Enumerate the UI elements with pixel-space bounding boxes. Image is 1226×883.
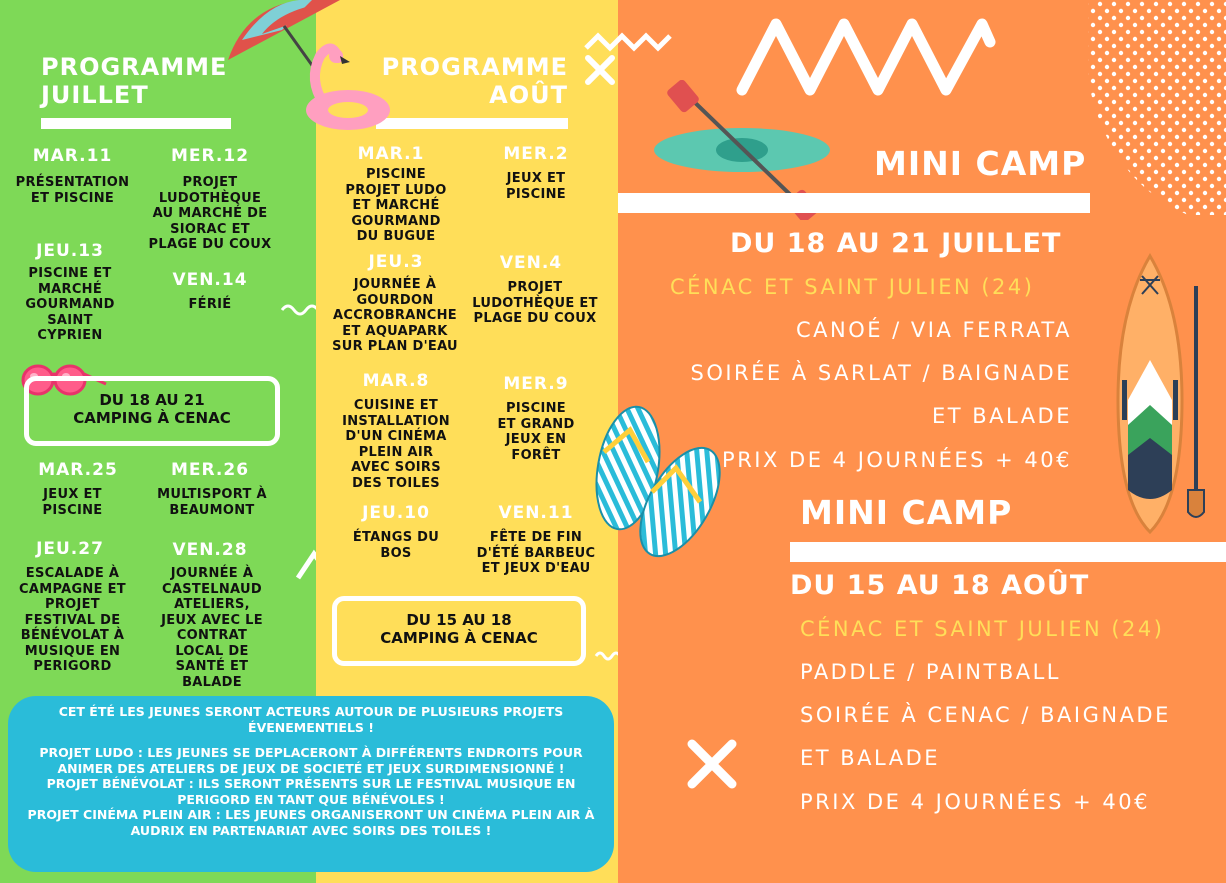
august-camping-dates: DU 15 AU 18 — [406, 611, 512, 629]
august-day-label: VEN.11 — [498, 503, 574, 523]
july-day-desc: PRÉSENTATION ET PISCINE — [15, 175, 130, 206]
july-day-desc: PROJET LUDOTHÈQUE AU MARCHÉ DE SIORAC ET PLAGE DU COUX — [148, 175, 272, 252]
august-day-label: MER.9 — [503, 374, 569, 394]
projects-info-box — [8, 696, 614, 872]
july-day-label: MAR.11 — [32, 146, 113, 166]
mini-camp-dates: DU 18 AU 21 JUILLET — [730, 228, 1062, 259]
mini-camp-activity: ET BALADE — [800, 746, 941, 770]
squiggle-icon — [594, 648, 620, 662]
august-day-desc: PROJET LUDOTHÈQUE ET PLAGE DU COUX — [472, 280, 598, 326]
august-day-desc: PISCINE PROJET LUDO ET MARCHÉ GOURMAND DU BUGUE — [345, 167, 447, 244]
flamingo-float-icon — [298, 40, 394, 136]
mini-camp-divider — [618, 193, 1090, 213]
august-title-underline — [376, 118, 568, 129]
info-project: PROJET BÉNÉVOLAT : ILS SERONT PRÉSENTS SUR LE FESTIVAL MUSIQUE EN PERIGORD EN TANT QUE BÉNÉVOLES ! — [46, 776, 576, 807]
july-day-label: MER.26 — [170, 460, 250, 480]
mini-camp-place: CÉNAC ET SAINT JULIEN (24) — [800, 617, 1165, 641]
info-project: PROJET CINÉMA PLEIN AIR : LES JEUNES ORGANISERONT UN CINÉMA PLEIN AIR À AUDRIX EN PARTENARIAT AVEC SOIRS DES TOILES ! — [27, 807, 595, 838]
august-day-label: JEU.3 — [368, 252, 424, 272]
mini-camp-activity: CANOÉ / VIA FERRATA — [795, 318, 1072, 342]
august-day-desc: JEUX ET PISCINE — [506, 171, 566, 202]
august-day-desc: PISCINE ET GRAND JEUX EN FORÊT — [497, 401, 575, 463]
dots-pattern — [1068, 0, 1226, 215]
mini-camp-activity: PADDLE / PAINTBALL — [800, 660, 1062, 684]
july-title — [41, 53, 227, 109]
july-day-label: VEN.28 — [172, 540, 248, 560]
july-title-line1: PROGRAMME — [41, 53, 228, 81]
july-day-label: JEU.27 — [36, 539, 104, 559]
info-project: PROJET LUDO : LES JEUNES SE DEPLACERONT À DIFFÉRENTS ENDROITS POUR ANIMER DES ATELIERS DE JEUX DE SOCIETÉ ET JEUX SURDIMENSIONNÉ ! — [39, 745, 583, 776]
july-day-label: MER.12 — [170, 146, 250, 166]
july-title-line2: JUILLET — [41, 81, 149, 109]
july-camping-box — [24, 376, 280, 446]
august-camping-box — [332, 596, 586, 666]
august-day-desc: FÊTE DE FIN D'ÉTÉ BARBEUC ET JEUX D'EAU — [476, 530, 596, 576]
july-day-desc: PISCINE ET MARCHÉ GOURMAND SAINT CYPRIEN — [25, 266, 115, 343]
august-day-label: VEN.4 — [499, 253, 563, 273]
mini-camp-dates: DU 15 AU 18 AOÛT — [790, 570, 1090, 601]
august-day-desc: CUISINE ET INSTALLATION D'UN CINÉMA PLEIN AIR AVEC SOIRS DES TOILES — [342, 398, 450, 491]
july-camping-label: CAMPING À CENAC — [73, 409, 231, 427]
mini-camp-activity: ET BALADE — [931, 404, 1072, 428]
mini-camp-title: MINI CAMP — [800, 493, 1013, 532]
july-day-desc: JEUX ET PISCINE — [42, 487, 103, 518]
july-day-desc: MULTISPORT À BEAUMONT — [157, 487, 267, 518]
august-title-line2: AOÛT — [489, 81, 568, 109]
july-day-desc: FÉRIÉ — [188, 297, 232, 312]
august-day-label: MER.2 — [503, 144, 569, 164]
august-day-label: JEU.10 — [362, 503, 430, 523]
august-day-desc: JOURNÉE À GOURDON ACCROBRANCHE ET AQUAPARK SUR PLAN D'EAU — [332, 277, 458, 354]
august-day-label: MAR.1 — [357, 144, 425, 164]
mini-camp-price: PRIX DE 4 JOURNÉES + 40€ — [800, 790, 1150, 814]
july-day-label: VEN.14 — [172, 270, 248, 290]
mini-camp-title: MINI CAMP — [874, 144, 1087, 183]
flip-flops-icon — [590, 402, 722, 564]
mini-camp-divider — [790, 542, 1226, 562]
mini-camp-activity: SOIRÉE À SARLAT / BAIGNADE — [690, 361, 1072, 385]
zigzag-icon — [578, 18, 678, 86]
august-camping-label: CAMPING À CENAC — [380, 629, 538, 647]
july-camping-dates: DU 18 AU 21 — [99, 391, 205, 409]
july-day-desc: JOURNÉE À CASTELNAUD ATELIERS, JEUX AVEC LE CONTRAT LOCAL DE SANTÉ ET BALADE — [161, 566, 263, 690]
august-day-desc: ÉTANGS DU BOS — [352, 530, 440, 561]
july-day-desc: ESCALADE À CAMPAGNE ET PROJET FESTIVAL DE BÉNÉVOLAT À MUSIQUE EN PERIGORD — [19, 566, 126, 674]
mini-camp-activity: SOIRÉE À CENAC / BAIGNADE — [800, 703, 1171, 727]
july-day-label: JEU.13 — [36, 241, 104, 261]
july-day-label: MAR.25 — [38, 460, 118, 480]
mini-camp-price: PRIX DE 4 JOURNÉES + 40€ — [722, 448, 1072, 472]
august-title-line1: PROGRAMME — [381, 53, 568, 81]
mini-camp-place: CÉNAC ET SAINT JULIEN (24) — [670, 275, 1035, 299]
august-day-label: MAR.8 — [362, 371, 430, 391]
july-title-underline — [41, 118, 231, 129]
info-intro: CET ÉTÉ LES JEUNES SERONT ACTEURS AUTOUR DE PLUSIEURS PROJETS ÉVENEMENTIELS ! — [58, 704, 564, 735]
paddle-board-icon — [1114, 250, 1224, 540]
cross-icon — [682, 734, 742, 794]
